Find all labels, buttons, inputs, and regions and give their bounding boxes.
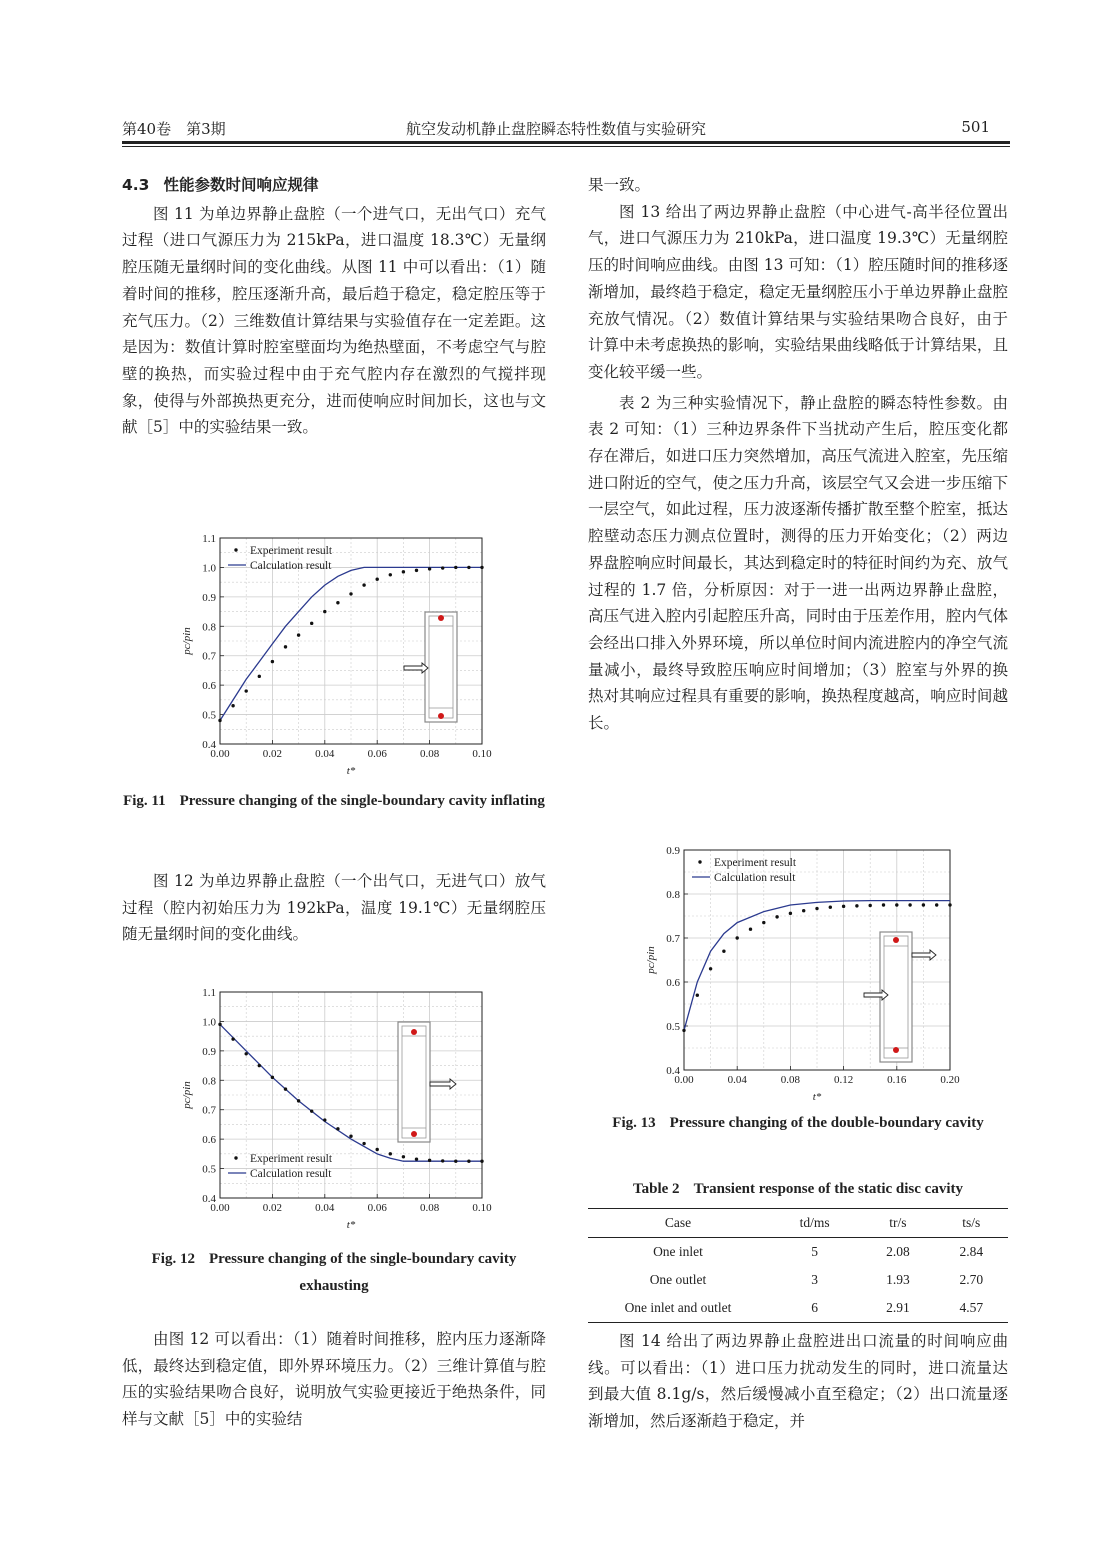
pressure-probe-dot [893,937,899,943]
experiment-data-point [323,610,326,613]
x-tick-label: 0.02 [262,748,283,760]
table-header-ts: ts/s [962,1215,981,1230]
y-tick-label: 0.7 [666,933,680,945]
legend-label-calculation: Calculation result [250,560,332,572]
experiment-data-point [218,1023,221,1026]
y-tick-label: 0.5 [666,1021,680,1033]
table-2 [588,1208,1008,1323]
table-row [588,1294,1008,1323]
legend-marker-experiment [234,548,237,551]
x-tick-label: 0.08 [780,1074,801,1086]
y-tick-label: 0.4 [666,1065,680,1077]
experiment-data-point [775,915,778,918]
table-header-case: Case [664,1215,692,1230]
experiment-data-point [722,950,725,953]
y-tick-label: 0.9 [202,1045,216,1058]
pressure-probe-dot [438,615,444,621]
x-tick-label: 0.16 [887,1074,907,1086]
experiment-data-point [336,1127,339,1130]
experiment-data-point [245,1052,248,1055]
x-axis-label: t* [812,1091,822,1100]
experiment-data-point [323,1118,326,1121]
table-cell: One outlet [649,1272,707,1287]
experiment-data-point [362,583,365,586]
x-tick-label: 0.08 [419,748,440,760]
right-column-bottom [588,1328,1008,1435]
y-axis-label: pc/pin [645,946,657,974]
y-tick-label: 0.9 [666,845,680,857]
experiment-data-point [802,909,805,912]
experiment-data-point [402,1155,405,1158]
x-tick-label: 0.08 [419,1202,440,1214]
experiment-data-point [454,1160,457,1163]
table-cell: 2.70 [959,1272,984,1287]
table-cell: 2.84 [959,1244,984,1259]
experiment-data-point [310,622,313,625]
experiment-data-point [258,675,261,678]
x-tick-label: 0.04 [727,1074,747,1086]
experiment-data-point [415,569,418,572]
experiment-data-point [948,903,951,906]
experiment-data-point [245,689,248,692]
journal-volume: 第40卷 第3期 [122,120,226,138]
experiment-data-point [349,1135,352,1138]
experiment-data-point [428,1159,431,1162]
experiment-data-point [480,566,483,569]
experiment-data-point [842,905,845,908]
y-tick-label: 0.9 [202,591,216,604]
figure-12-chart [160,984,500,1232]
experiment-data-point [467,566,470,569]
right-column-top [588,172,1008,737]
x-tick-label: 0.00 [210,1202,230,1214]
table-cell: 1.93 [886,1272,910,1287]
legend-marker-experiment [234,1156,237,1159]
table-cell: 3 [811,1272,818,1287]
experiment-data-point [762,921,765,924]
experiment-data-point [696,994,699,997]
x-tick-label: 0.06 [367,748,387,760]
figure-caption-text: Pressure changing of the single-boundary cavity inflating [179,793,545,809]
experiment-data-point [895,903,898,906]
paragraph: 图 13 给出了两边界静止盘腔（中心进气-高半径位置出气，进口气源压力为 210kPa，进口温度 19.3℃）无量纲腔压的时间响应曲线。由图 13 可知：（1）腔压随时间的推移逐渐增加，最终趋于稳定，稳定无量纲腔压小于单边界静止盘腔充放气情况。（2）数值计算结果与实验结果吻合良好，由于计算中未考虑换热的影响，实验结果曲线略低于计算结果，且变化较平缓一些。 [588,202,1008,381]
table-2-caption [588,1176,1008,1203]
table-cell: 2.08 [886,1244,910,1259]
table-cell: 5 [811,1244,818,1259]
experiment-data-point [749,928,752,931]
legend-marker-experiment [698,860,701,863]
x-tick-label: 0.00 [674,1074,694,1086]
experiment-data-point [935,903,938,906]
figure-12-caption [122,1246,546,1300]
y-tick-label: 0.4 [202,739,216,751]
y-tick-label: 1.0 [202,562,216,575]
experiment-data-point [415,1157,418,1160]
y-tick-label: 0.5 [202,1163,216,1176]
x-tick-label: 0.04 [315,748,335,760]
experiment-data-point [882,903,885,906]
figure-label: Fig. 12 [151,1251,195,1267]
table-header-row [588,1209,1008,1238]
table-row [588,1266,1008,1294]
experiment-data-point [297,1099,300,1102]
experiment-data-point [271,660,274,663]
experiment-data-point [789,912,792,915]
y-tick-label: 0.6 [666,977,680,989]
experiment-data-point [271,1076,274,1079]
paragraph: 由图 12 可以看出：（1）随着时间推移，腔内压力逐渐降低，最终达到稳定值，即外界环境压力。（2）三维计算值与腔压的实验结果吻合良好，说明放气实验更接近于绝热条件，同样与文献［5］中的实验结 [122,1330,546,1429]
legend-label-experiment: Experiment result [250,1153,333,1165]
experiment-data-point [284,645,287,648]
x-tick-label: 0.00 [210,748,230,760]
pressure-probe-dot [411,1131,417,1137]
table-row [588,1238,1008,1267]
experiment-data-point [310,1109,313,1112]
experiment-data-point [376,1148,379,1151]
y-tick-label: 0.8 [202,1075,216,1088]
left-column-top [122,172,546,441]
experiment-data-point [362,1142,365,1145]
y-tick-label: 0.4 [202,1193,216,1205]
y-axis-label: pc/pin [181,1081,193,1109]
running-title: 航空发动机静止盘腔瞬态特性数值与实验研究 [406,120,707,138]
y-tick-label: 1.1 [202,533,216,545]
x-tick-label: 0.20 [940,1074,960,1086]
cavity-outline [398,1022,430,1142]
table-cell: One inlet and outlet [624,1300,732,1315]
table-cell: 2.91 [886,1300,910,1315]
left-column-middle [122,868,546,948]
experiment-data-point [349,592,352,595]
experiment-data-point [855,904,858,907]
y-tick-label: 0.8 [202,621,216,634]
page-number: 501 [961,118,990,136]
legend-label-calculation: Calculation result [714,872,796,884]
x-tick-label: 0.06 [367,1202,387,1214]
experiment-data-point [467,1160,470,1163]
section-heading [122,172,546,199]
y-tick-label: 0.7 [202,650,216,663]
experiment-data-point [402,570,405,573]
experiment-data-point [922,903,925,906]
y-axis-label: pc/pin [181,627,193,655]
experiment-data-point [454,566,457,569]
figure-11-chart [160,530,500,778]
experiment-data-point [815,907,818,910]
y-tick-label: 0.6 [202,1134,216,1147]
experiment-data-point [709,967,712,970]
experiment-data-point [441,566,444,569]
experiment-data-point [682,1029,685,1032]
table-header-td: td/ms [799,1215,830,1230]
y-tick-label: 0.7 [202,1104,216,1117]
flow-arrow-icon [864,990,888,1000]
header-rule-thick [122,141,1010,144]
table-caption-text: Transient response of the static disc cavity [693,1181,963,1197]
table-label: Table 2 [633,1181,680,1197]
paragraph: 图 14 给出了两边界静止盘腔进出口流量的时间响应曲线。可以看出：（1）进口压力扰动发生的同时，进口流量达到最大值 8.1g/s，然后缓慢减小直至稳定；（2）出口流量逐渐增加，然后逐渐趋于稳定，并 [588,1332,1008,1431]
experiment-data-point [736,936,739,939]
cavity-outline [425,612,457,722]
paragraph: 表 2 为三种实验情况下，静止盘腔的瞬态特性参数。由表 2 可知：（1）三种边界条件下当扰动产生后，腔压变化都存在滞后，如进口压力突然增加，高压气流进入腔室，先压缩进口附近的空气，使之压力升高，该层空气又会进一步压缩下一层空气，如此过程，压力波逐渐传播扩散至整个腔室，抵达腔壁动态压力测点位置时，测得的压力开始变化；（2）两边界盘腔响应时间最长，其达到稳定时的特征时间约为充、放气过程的 1.7 倍，分析原因：对于一进一出两边界静止盘腔，高压气进入腔内引起腔压升高，同时由于压差作用，腔内气体会经出口排入外界环境，所以单位时间内流进腔内的净空气流量减小，最终导致腔压响应时间增加；（3）腔室与外界的换热对其响应过程具有重要的影响，换热程度越高，响应时间越长。 [588,393,1008,733]
table-header-tr: tr/s [889,1215,907,1230]
experiment-data-point [297,633,300,636]
experiment-data-point [218,719,221,722]
paragraph: 图 11 为单边界静止盘腔（一个进气口，无出气口）充气过程（进口气源压力为 215kPa，进口温度 18.3℃）无量纲腔压随无量纲时间的变化曲线。从图 11 中可以看出：（1）随着时间的推移，腔压逐渐升高，最后趋于稳定，稳定腔压等于充气压力。（2）三维数值计算结果与实验值存在一定差距。这是因为：数值计算时腔室壁面均为绝热壁面，不考虑空气与腔壁的换热，而实验过程中由于充气腔内存在激烈的气搅拌现象，使得与外部换热更充分，进而使响应时间加长，这也与文献［5］中的实验结果一致。 [122,204,546,437]
y-tick-label: 0.8 [666,889,680,901]
experiment-data-point [829,906,832,909]
y-tick-label: 0.5 [202,709,216,722]
pressure-probe-dot [411,1029,417,1035]
legend-label-experiment: Experiment result [250,545,333,557]
paragraph-continued: 果一致。 [588,176,651,194]
legend-label-experiment: Experiment result [714,857,797,869]
experiment-data-point [441,1159,444,1162]
experiment-data-point [480,1160,483,1163]
y-tick-label: 0.6 [202,680,216,693]
experiment-data-point [428,567,431,570]
experiment-data-point [376,578,379,581]
x-tick-label: 0.12 [833,1074,854,1086]
left-column-bottom [122,1326,546,1433]
experiment-data-point [231,704,234,707]
pressure-probe-dot [438,713,444,719]
figure-13-caption [588,1110,1008,1137]
table-cell: 6 [811,1300,818,1315]
section-number: 4.3 [122,176,150,194]
x-tick-label: 0.10 [472,748,492,760]
legend-label-calculation: Calculation result [250,1168,332,1180]
figure-label: Fig. 13 [612,1115,656,1131]
experiment-data-point [908,903,911,906]
header-rule-thin [122,146,1010,147]
figure-label: Fig. 11 [123,793,166,809]
y-tick-label: 1.0 [202,1016,216,1029]
x-axis-label: t* [346,1219,356,1231]
experiment-data-point [284,1087,287,1090]
paragraph: 图 12 为单边界静止盘腔（一个出气口，无进气口）放气过程（腔内初始压力为 192kPa，温度 19.1℃）无量纲腔压随无量纲时间的变化曲线。 [122,872,546,944]
experiment-data-point [231,1037,234,1040]
x-axis-label: t* [346,765,356,777]
pressure-probe-dot [893,1047,899,1053]
experiment-data-point [869,904,872,907]
figure-caption-text: Pressure changing of the double-boundary cavity [669,1115,984,1131]
experiment-data-point [389,573,392,576]
experiment-data-point [258,1064,261,1067]
flow-arrow-icon [912,950,936,960]
figure-13-chart [626,840,966,1100]
figure-caption-text: Pressure changing of the single-boundary cavity exhausting [208,1251,517,1294]
y-tick-label: 1.1 [202,987,216,999]
experiment-data-point [336,601,339,604]
experiment-data-point [389,1152,392,1155]
x-tick-label: 0.04 [315,1202,335,1214]
x-tick-label: 0.02 [262,1202,283,1214]
flow-arrow-icon [404,663,428,673]
section-title: 性能参数时间响应规律 [163,176,319,194]
table-cell: One inlet [653,1244,703,1259]
figure-11-caption [122,788,546,815]
table-cell: 4.57 [959,1300,984,1315]
x-tick-label: 0.10 [472,1202,492,1214]
